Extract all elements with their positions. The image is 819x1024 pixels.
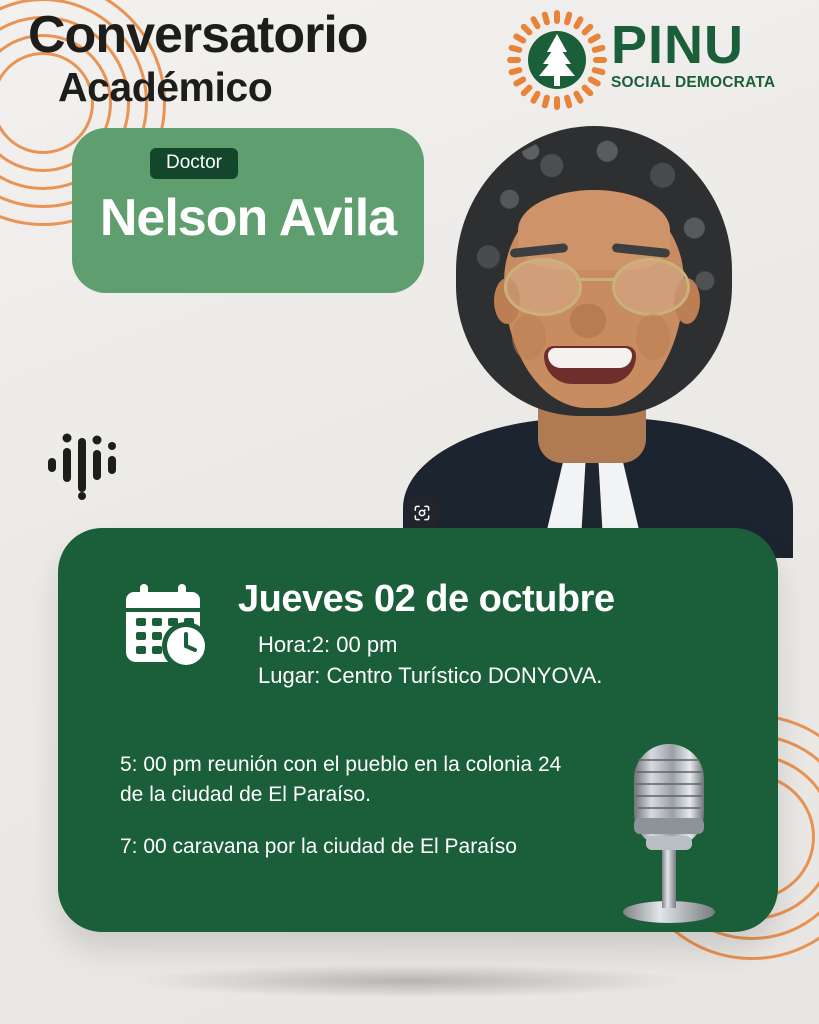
event-time: Hora:2: 00 pm	[258, 632, 398, 657]
logo-text	[611, 15, 797, 92]
audio-waveform-dots-icon	[44, 430, 134, 500]
microphone-icon	[594, 726, 744, 926]
title-line-2: Académico	[58, 63, 273, 110]
event-detail-1: 5: 00 pm reunión con el pueblo en la colonia 24 de la ciudad de El Paraíso.	[120, 753, 562, 807]
speaker-card	[72, 128, 424, 293]
event-date: Jueves 02 de octubre	[238, 578, 615, 620]
speaker-portrait	[388, 118, 808, 558]
calendar-clock-icon	[120, 578, 216, 674]
event-place: Lugar: Centro Turístico DONYOVA.	[258, 663, 603, 688]
page-title	[28, 8, 498, 110]
title-line-1: Conversatorio	[28, 6, 368, 64]
card-shadow	[130, 964, 690, 998]
event-info-card	[58, 528, 778, 932]
logo-subtitle: SOCIAL DEMOCRATA	[611, 74, 776, 91]
party-logo	[507, 10, 797, 110]
logo-name: PINU	[611, 15, 745, 75]
doctor-badge: Doctor	[150, 148, 238, 179]
pine-tree-sunburst-icon	[507, 10, 607, 110]
google-lens-icon[interactable]	[404, 495, 440, 531]
speaker-name: Nelson Avila	[99, 189, 397, 247]
eyeglasses-icon	[500, 258, 690, 310]
event-detail-2: 7: 00 caravana por la ciudad de El Paraíso	[120, 835, 517, 858]
